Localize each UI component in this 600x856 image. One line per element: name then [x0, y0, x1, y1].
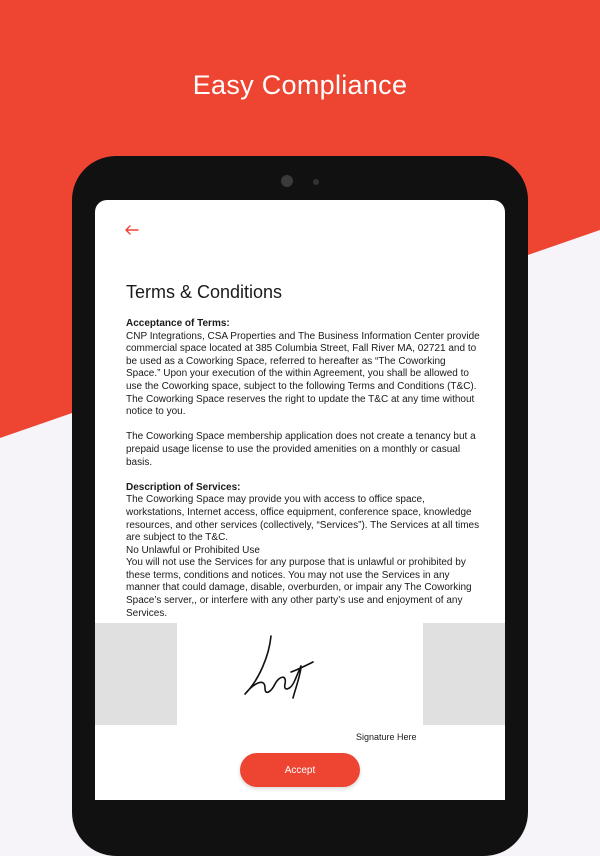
services-title: Description of Services:	[126, 481, 241, 493]
prohibited-body: You will not use the Services for any purpose that is unlawful or prohibited by these terms, conditions and notices. You may not use the Services in any manner that could damage, disable, overburden, or impair any The Coworking Space’s server,, or interfere with any other party’s use and enjoyment of any Services.	[126, 557, 472, 619]
signature-margin-right	[423, 623, 505, 725]
membership-body: The Coworking Space membership application does not create a tenancy but a prepaid usage license to use the provided amenities on a monthly or casual basis.	[126, 431, 476, 468]
tablet-screen	[95, 200, 505, 800]
camera-icon	[281, 175, 293, 187]
terms-text-scroll[interactable]	[126, 318, 480, 622]
signature-drawing	[235, 628, 325, 718]
page-title: Terms & Conditions	[126, 282, 283, 302]
accept-button[interactable]: Accept	[240, 753, 360, 787]
signature-label: Signature Here	[356, 732, 417, 742]
prohibited-title: No Unlawful or Prohibited Use	[126, 544, 260, 556]
arrow-left-icon	[125, 225, 139, 235]
services-body: The Coworking Space may provide you with access to office space, workstations, Internet access, office equipment, conference space, knowledge resources, and other services (collectively, “Services”). The Services at all times are subject to the T&C.	[126, 494, 480, 544]
page-headline: Easy Compliance	[192, 70, 408, 100]
signature-pad[interactable]	[95, 623, 505, 725]
signature-margin-left	[95, 623, 177, 725]
back-button[interactable]	[123, 218, 147, 242]
acceptance-body: CNP Integrations, CSA Properties and The Business Information Center provide commercial space located at 385 Columbia Street, Fall River MA, 02721 and to be used as a Coworking Space, referred to hereafter as “The Coworking Space.” Upon your execution of the within Agreement, you shall be allowed to use the Coworking space, subject to the following Terms and Conditions (T&C). The Coworking Space reserves the right to update the T&C at any time without notice to you.	[126, 330, 480, 418]
sensor-icon	[313, 179, 319, 185]
acceptance-title: Acceptance of Terms:	[126, 318, 230, 329]
